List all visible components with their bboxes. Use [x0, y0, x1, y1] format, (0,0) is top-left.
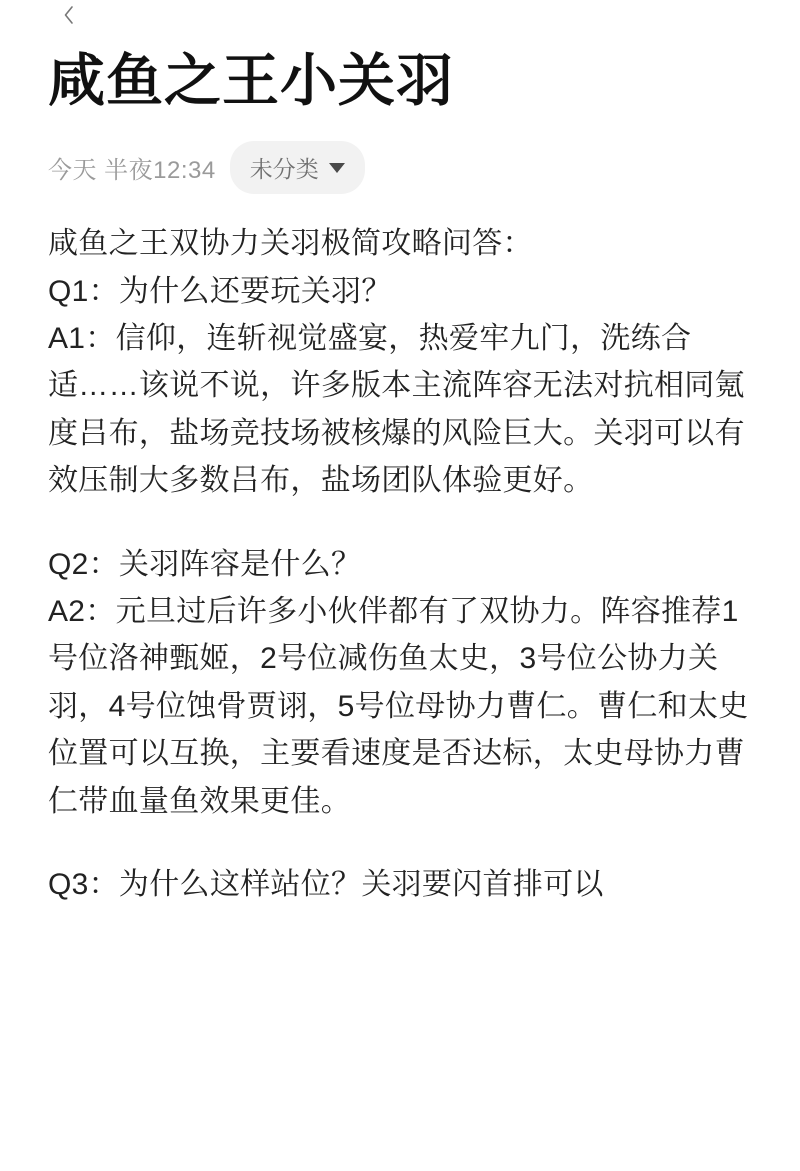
- back-chevron-icon[interactable]: [58, 4, 80, 26]
- article-paragraph-spacer: [48, 825, 752, 861]
- category-label: 未分类: [249, 156, 319, 183]
- article-date: 今天 半夜12:34: [48, 157, 216, 185]
- top-bar: [48, 0, 752, 26]
- article-body: [48, 220, 752, 908]
- chevron-down-icon: [329, 163, 345, 173]
- article-paragraph-spacer: [48, 505, 752, 541]
- article-paragraph: Q3：为什么这样站位？关羽要闪首排可以: [48, 867, 604, 901]
- article-paragraph: A2：元旦过后许多小伙伴都有了双协力。阵容推荐1号位洛神甄姬，2号位减伤鱼太史，3号位公协力关羽，4号位蚀骨贾诩，5号位母协力曹仁。曹仁和太史位置可以互换，主要看速度是否达标，太史母协力曹仁带血量鱼效果更佳。: [48, 594, 749, 818]
- category-selector[interactable]: [230, 141, 365, 194]
- article-paragraph: Q1：为什么还要玩关羽？: [48, 274, 392, 308]
- article-paragraph: A1：信仰，连斩视觉盛宴，热爱牢九门，洗练合适……该说不说，许多版本主流阵容无法对抗相同氪度吕布，盐场竞技场被核爆的风险巨大。关羽可以有效压制大多数吕布，盐场团队体验更好。: [48, 322, 745, 498]
- article-paragraph: Q2：关羽阵容是什么？: [48, 547, 362, 581]
- article-paragraph: 咸鱼之王双协力关羽极简攻略问答：: [48, 227, 533, 261]
- article-meta: [48, 141, 752, 194]
- page-title: 咸鱼之王小关羽: [48, 49, 454, 113]
